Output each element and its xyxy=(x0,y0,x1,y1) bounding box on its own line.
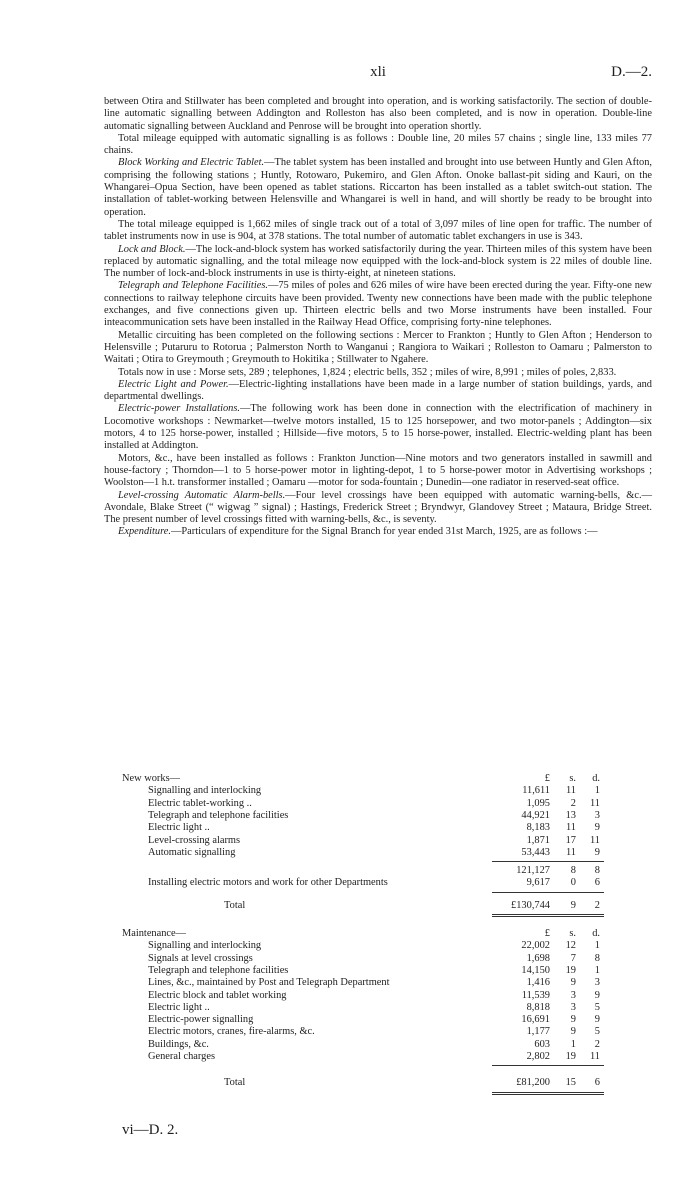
unit-pence: d. xyxy=(592,928,600,939)
row-label: General charges xyxy=(148,1051,216,1062)
amount-shillings: 9 xyxy=(570,1026,576,1038)
paragraph-heading: Electric Light and Power. xyxy=(118,378,229,390)
maintenance-row xyxy=(104,1014,652,1026)
total-rule xyxy=(492,914,604,917)
amount-pounds: £81,200 xyxy=(516,1077,550,1089)
paragraph-text: —Four level crossings have been equipped with automatic warning-bells, &c.—Avondale, Blake Street (“ wigwag ” signal) ; Hastings, Frederick Street ; Bryndwyr, Glandovey Street ; Mataura, Bridge Street. The present number of level crossings fitted with warning-bells, &c., is seventy. xyxy=(104,489,652,526)
maintenance-heading xyxy=(104,928,652,940)
row-label: Telegraph and telephone facilities xyxy=(148,964,289,976)
amount-shillings: 19 xyxy=(565,964,576,976)
amount-pence: 2 xyxy=(594,899,600,911)
amount-shillings: 9 xyxy=(570,1014,576,1026)
amount-pounds: 1,095 xyxy=(526,797,550,809)
maintenance-row xyxy=(104,965,652,977)
amount-pounds: 1,698 xyxy=(526,952,550,964)
maintenance-row xyxy=(104,1026,652,1038)
subtotal-row xyxy=(104,865,652,877)
paragraph xyxy=(104,367,652,379)
paragraph-text: between Otira and Stillwater has been completed and brought into operation, and is working satisfactorily. The section of double-line automatic signalling between Addington and Rolleston has also been completed, and is now in operation. Double-line automatic signalling between Auckland and Penrose will be brought into operation shortly. xyxy=(104,96,652,132)
amount-shillings: 17 xyxy=(565,834,576,846)
row-label: Total xyxy=(224,899,246,911)
amount-pence: 6 xyxy=(594,877,600,889)
amount-shillings: 8 xyxy=(570,865,576,877)
row-label: Installing electric motors and work for other Departments xyxy=(148,877,388,889)
amount-pence: 11 xyxy=(589,1051,600,1062)
row-label: Electric tablet-working .. xyxy=(148,797,252,809)
paragraph xyxy=(104,219,652,244)
new-works-row xyxy=(104,785,652,797)
amount-pence: 9 xyxy=(594,822,600,834)
paragraph-text: —75 miles of poles and 626 miles of wire have been erected during the year. Fifty-one new connections to railway telephone circuits have been provided. Twenty new connections have been made with the public telephone exchanges, and five connections given up. Thirteen electric bells and two Morse instruments have been installed. Four inteacommunication sets have been installed in the Railway Head Office, comprising forty-nine telephones. xyxy=(104,280,653,329)
paragraph-text: Total mileage equipped with automatic signalling is as follows : Double line, 20 miles 57 chains ; single line, 133 miles 77 chains. xyxy=(104,132,652,157)
amount-shillings: 19 xyxy=(565,1051,576,1062)
amount-pounds: 11,611 xyxy=(522,785,550,797)
paragraph-heading: Telegraph and Telephone Facilities. xyxy=(118,280,268,292)
amount-shillings: 9 xyxy=(570,899,576,911)
row-label: Signalling and interlocking xyxy=(148,785,262,797)
footer-signature: vi—D. 2. xyxy=(122,1122,179,1138)
paragraph xyxy=(104,280,652,329)
paragraph xyxy=(104,96,652,133)
amount-pounds: 16,691 xyxy=(521,1014,550,1026)
maintenance-row xyxy=(104,977,652,989)
paragraph-heading: Expenditure. xyxy=(118,526,171,538)
amount-pence: 1 xyxy=(594,940,600,952)
amount-pounds: 11,539 xyxy=(521,989,550,1001)
row-label: Electric motors, cranes, fire-alarms, &c. xyxy=(148,1026,315,1038)
amount-pence: 3 xyxy=(594,977,600,989)
new-works-row xyxy=(104,798,652,810)
row-label: Electric light .. xyxy=(148,822,210,834)
amount-pounds: 9,617 xyxy=(526,877,550,889)
row-label: Total xyxy=(224,1077,246,1089)
row-label: Telegraph and telephone facilities xyxy=(148,809,289,821)
page-number: xli xyxy=(370,64,386,80)
amount-shillings: 7 xyxy=(570,952,576,964)
amount-shillings: 13 xyxy=(565,809,576,821)
body-text xyxy=(104,96,652,539)
amount-pounds: 8,183 xyxy=(526,822,550,834)
amount-shillings: 11 xyxy=(565,822,576,834)
new-works-total-row xyxy=(104,900,652,912)
row-label: Electric-power signalling xyxy=(148,1014,254,1026)
paragraph xyxy=(104,330,652,367)
paragraph-text: —The tablet system has been installed and brought into use between Huntly and Glen Afton, comprising the following stations ; Huntly, Rotowaro, Pukemiro, and Glen Afton. Onoke ballast-pit siding and Kauri, on the Whangarei–Opua Section, have been opened as tablet stations. Riccarton has been installed as a tablet switch-out station. The installation of tablet-working between Helensville and Whangarei is well in hand, and will shortly be ready to be brought into operation. xyxy=(104,157,652,218)
amount-pence: 5 xyxy=(594,1001,600,1013)
paragraph xyxy=(104,453,652,490)
amount-shillings: 2 xyxy=(570,797,576,809)
maintenance-row xyxy=(104,1039,652,1051)
amount-shillings: 0 xyxy=(570,877,576,889)
other-departments-row xyxy=(104,877,652,889)
amount-pence: 11 xyxy=(589,834,600,846)
amount-pounds: 22,002 xyxy=(521,940,550,952)
amount-shillings: 12 xyxy=(565,940,576,952)
document-code: D.—2. xyxy=(611,64,652,80)
amount-pence: 9 xyxy=(594,989,600,1001)
total-rule xyxy=(492,861,604,862)
paragraph-text: Totals now in use : Morse sets, 289 ; telephones, 1,824 ; electric bells, 352 ; miles of wire, 8,991 ; miles of poles, 2,833. xyxy=(118,366,617,378)
amount-pounds: 1,416 xyxy=(526,977,550,989)
row-label: Buildings, &c. xyxy=(148,1038,209,1050)
paragraph-text: Metallic circuiting has been completed on the following sections : Mercer to Frankton ; Huntly to Glen Afton ; Henderson to Helensville ; Putaruru to Rotorua ; Palmerston North to Wanganui ; Rangiora to Waikari ; Rolleston to Oamaru ; Palmerston to Waitati ; Otira to Greymouth ; Greymouth to Hokitika ; Stillwater to Ngahere. xyxy=(104,329,652,366)
amount-pounds: 1,177 xyxy=(526,1026,550,1038)
paragraph xyxy=(104,244,652,281)
amount-pounds: £130,744 xyxy=(511,899,550,911)
amount-pounds: 603 xyxy=(534,1038,550,1050)
total-rule xyxy=(492,1092,604,1095)
amount-pence: 5 xyxy=(594,1026,600,1038)
new-works-row xyxy=(104,847,652,859)
paragraph-text: —Particulars of expenditure for the Signal Branch for year ended 31st March, 1925, are as follows :— xyxy=(171,526,598,538)
total-rule xyxy=(492,1065,604,1066)
paragraph-text: —Electric-lighting installations have been made in a large number of station buildings, yards, and departmental dwellings. xyxy=(104,378,652,403)
row-label: Lines, &c., maintained by Post and Telegraph Department xyxy=(148,977,390,989)
total-rule xyxy=(492,892,604,893)
paragraph xyxy=(104,490,652,527)
maintenance-row xyxy=(104,1002,652,1014)
unit-shillings: s. xyxy=(569,773,576,784)
maintenance-row xyxy=(104,990,652,1002)
paragraph-heading: Level-crossing Automatic Alarm-bells. xyxy=(118,489,286,501)
maintenance-row xyxy=(104,940,652,952)
amount-pence: 9 xyxy=(594,846,600,858)
amount-pounds: 2,802 xyxy=(526,1051,550,1062)
paragraph-heading: Electric-power Installations. xyxy=(118,403,241,415)
row-label: Electric light .. xyxy=(148,1001,210,1013)
section-heading: Maintenance— xyxy=(122,928,187,939)
section-heading: New works— xyxy=(122,773,181,784)
amount-pence: 8 xyxy=(594,865,600,877)
amount-pounds: 14,150 xyxy=(521,964,550,976)
paragraph-heading: Lock and Block. xyxy=(118,243,186,255)
maintenance-total-row xyxy=(104,1077,652,1089)
amount-pence: 2 xyxy=(594,1038,600,1050)
paragraph xyxy=(104,133,652,158)
paragraph xyxy=(104,379,652,404)
amount-pounds: 53,443 xyxy=(521,846,550,858)
row-label: Electric block and tablet working xyxy=(148,989,287,1001)
amount-pounds: 44,921 xyxy=(521,809,550,821)
amount-shillings: 9 xyxy=(570,977,576,989)
row-label: Automatic signalling xyxy=(148,846,236,858)
paragraph xyxy=(104,157,652,218)
paragraph-text: Motors, &c., have been installed as follows : Frankton Junction—Nine motors and two generators installed in sawmill and house-factory ; Thorndon—1 to 5 horse-power motor in lighting-depot, 1 to 5 horse-power motor in Advertising workshops ; Woolston—1 h.t. transformer installed ; Oamaru —motor for soda-fountain ; Dunedin—one radiator in reserved-seat office. xyxy=(104,452,652,489)
paragraph xyxy=(104,403,652,452)
unit-pence: d. xyxy=(592,773,600,784)
amount-pence: 1 xyxy=(594,785,600,797)
amount-pence: 8 xyxy=(594,952,600,964)
amount-pence: 1 xyxy=(594,964,600,976)
amount-shillings: 1 xyxy=(570,1038,576,1050)
amount-shillings: 15 xyxy=(565,1077,576,1089)
paragraph-heading: Block Working and Electric Tablet. xyxy=(118,157,265,169)
row-label: Level-crossing alarms xyxy=(148,834,241,846)
paragraph xyxy=(104,526,652,538)
maintenance-row xyxy=(104,1051,652,1063)
amount-shillings: 11 xyxy=(565,785,576,797)
new-works-row xyxy=(104,810,652,822)
amount-pounds: 1,871 xyxy=(526,834,550,846)
new-works-row xyxy=(104,822,652,834)
row-label: Signalling and interlocking xyxy=(148,940,262,952)
unit-pounds: £ xyxy=(544,928,550,939)
amount-pence: 9 xyxy=(594,1014,600,1026)
amount-shillings: 3 xyxy=(570,989,576,1001)
amount-pence: 6 xyxy=(594,1077,600,1089)
amount-pounds: 8,818 xyxy=(526,1001,550,1013)
new-works-row xyxy=(104,835,652,847)
amount-pence: 3 xyxy=(594,809,600,821)
new-works-heading xyxy=(104,773,652,785)
unit-shillings: s. xyxy=(569,928,576,939)
amount-shillings: 11 xyxy=(565,846,576,858)
amount-shillings: 3 xyxy=(570,1001,576,1013)
page-header xyxy=(104,64,652,86)
row-label: Signals at level crossings xyxy=(148,952,253,964)
paragraph-text: —The lock-and-block system has worked satisfactorily during the year. Thirteen miles of this system have been replaced by automatic signalling, and the total mileage now equipped with the lock-and-block system is 22 miles of double line. The number of lock-and-block instruments in use is thirty-eight, at nineteen stations. xyxy=(104,243,652,280)
maintenance-row xyxy=(104,953,652,965)
amount-pence: 11 xyxy=(589,797,600,809)
paragraph-text: The total mileage equipped is 1,662 miles of single track out of a total of 3,097 miles of line open for traffic. The number of tablet instruments now in use is 904, at 378 stations. The total number of automatic tablet exchangers in use is 343. xyxy=(104,218,652,243)
unit-pounds: £ xyxy=(544,773,550,784)
amount-pounds: 121,127 xyxy=(516,865,550,877)
paragraph-text: —The following work has been done in connection with the electrification of machinery in Locomotive workshops : Newmarket—twelve motors installed, 15 to 125 horsepower, and two motor-panels ; Addington—six motors, 4 to 125 horse-power, installed ; Hillside—five motors, 5 to 15 horse-power, installed. Electric-welding plant has been installed at Addington. xyxy=(104,403,652,452)
